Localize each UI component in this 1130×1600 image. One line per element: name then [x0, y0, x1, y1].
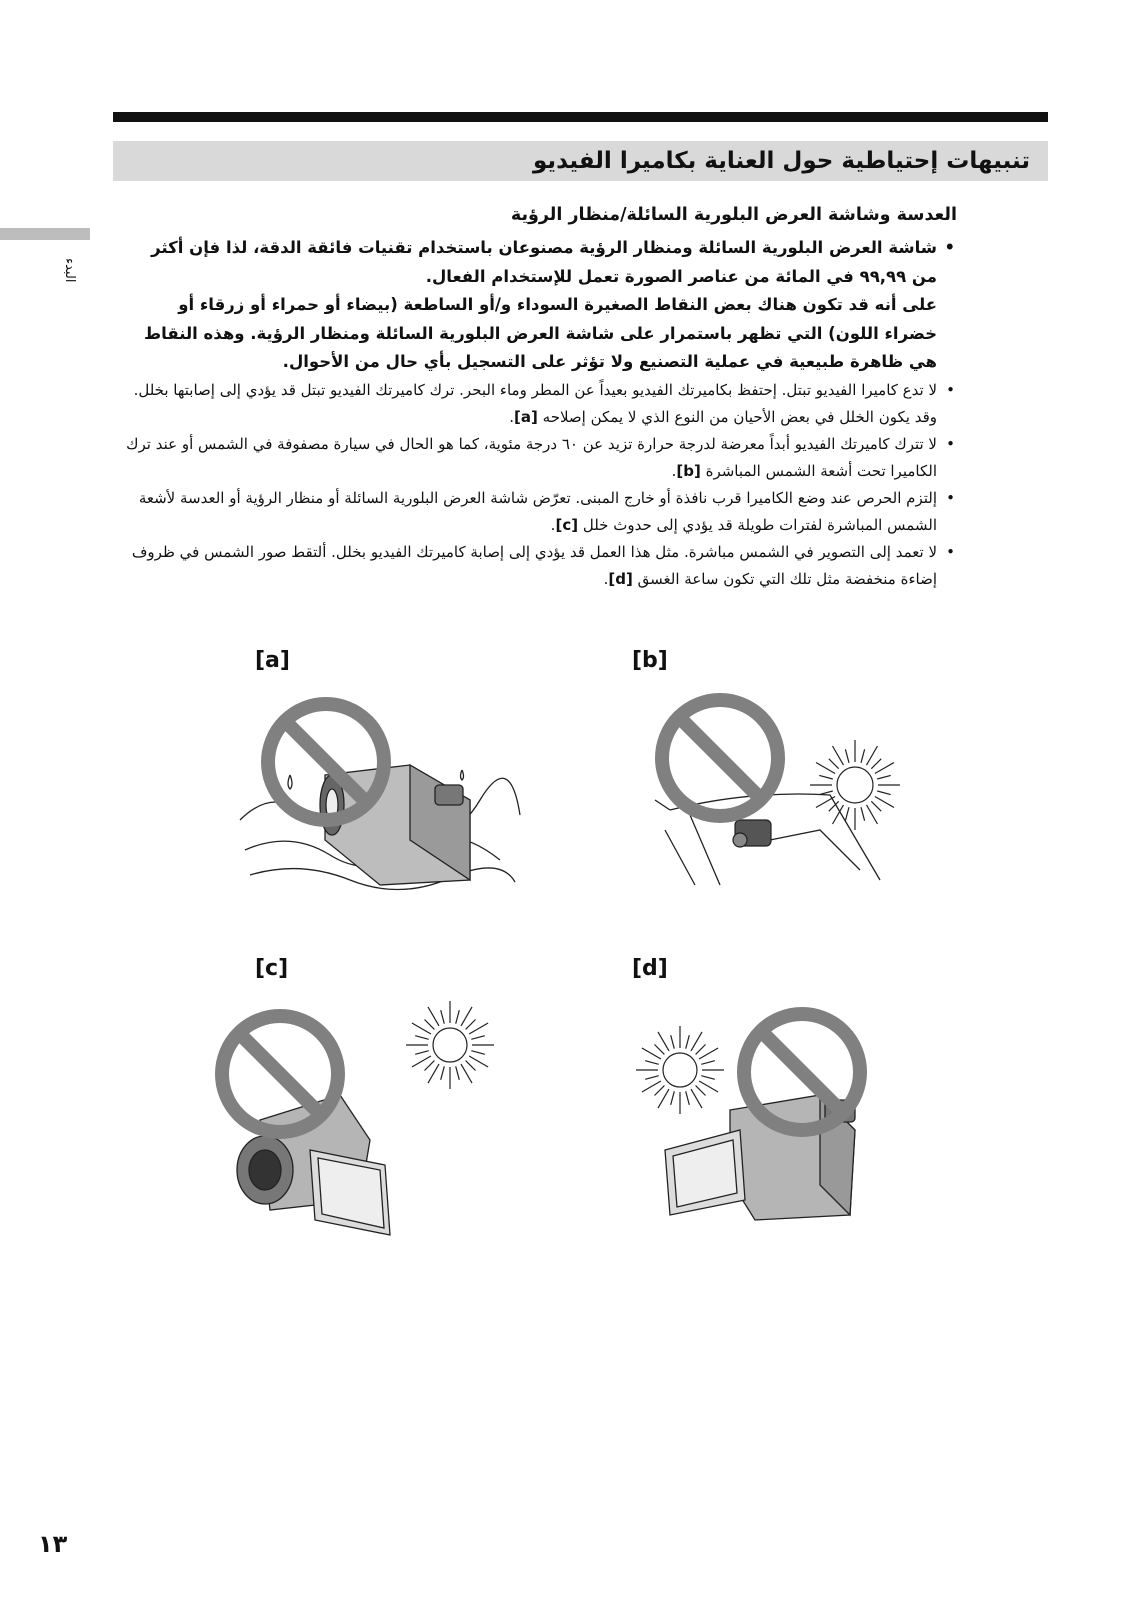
sun-icon: [810, 740, 900, 830]
prohibition-icon: [662, 700, 778, 816]
camcorder-icon: [733, 820, 771, 847]
sun-icon: [636, 1026, 724, 1114]
figure-label-c: [c]: [255, 956, 289, 981]
figure-ref: [c]: [555, 515, 579, 534]
bold-paragraph: على أنه قد تكون هناك بعض النقاط الصغيرة السوداء و/أو الساطعة (بيضاء أو حمراء أو زرقاء أو خضراء اللون) التي تظهر باستمرار على شاشة العرض البلورية السائلة ومنظار الرؤية. وهذه النقاط هي ظاهرة طبيعية في عملية التصنيع ولا تؤثر على التسجيل بأي حال من الأحوال.: [144, 295, 937, 371]
bold-list: [122, 234, 957, 291]
sun-icon: [406, 1001, 494, 1089]
side-tab: [0, 228, 90, 240]
caution-item: • لا تدع كاميرا الفيديو تبتل. إحتفظ بكاميرتك الفيديو بعيداً عن المطر وماء البحر. ترك كاميرتك الفيديو تبتل قد يؤدي إلى إصابتها بخلل. وقد يكون الخلل في بعض الأحيان من النوع الذي لا يمكن إصلاحه [a].: [122, 377, 957, 431]
figure-label-d: [d]: [632, 956, 668, 981]
figure-label-b: [b]: [632, 648, 668, 673]
figure-ref: [b]: [676, 461, 701, 480]
caution-item: • لا تترك كاميرتك الفيديو أبداً معرضة لدرجة حرارة تزيد عن ٦٠ درجة مئوية، كما هو الحال في سيارة مصفوفة في الشمس أو عند ترك الكاميرا تحت أشعة الشمس المباشرة [b].: [122, 431, 957, 485]
figure-label-a: [a]: [255, 648, 290, 673]
figure-d-illustration: [620, 1000, 920, 1240]
figure-ref: [d]: [608, 569, 633, 588]
caution-text: لا تدع كاميرا الفيديو تبتل. إحتفظ بكاميرتك الفيديو بعيداً عن المطر وماء البحر. ترك كاميرتك الفيديو تبتل قد يؤدي إلى إصابتها بخلل. وقد يكون الخلل في بعض الأحيان من النوع الذي لا يمكن إصلاحه: [133, 380, 937, 426]
figure-c-illustration: [210, 1000, 510, 1240]
caution-text: لا تعمد إلى التصوير في الشمس مباشرة. مثل هذا العمل قد يؤدي إلى إصابة كاميرتك الفيديو بخلل. ألتقط صور الشمس في ظروف إضاءة منخفضة مثل تلك التي تكون ساعة الغسق: [131, 542, 937, 588]
bold-bullet: • شاشة العرض البلورية السائلة ومنظار الرؤية مصنوعان باستخدام تقنيات فائقة الدقة، لذا فإن أكثر من ۹۹,۹۹ في المائة من عناصر الصورة تعمل للإستخدام الفعال.: [122, 234, 957, 291]
content: [122, 200, 957, 593]
figure-b-illustration: [650, 690, 940, 900]
top-rule: [113, 112, 1048, 122]
caution-item: • لا تعمد إلى التصوير في الشمس مباشرة. مثل هذا العمل قد يؤدي إلى إصابة كاميرتك الفيديو بخلل. ألتقط صور الشمس في ظروف إضاءة منخفضة مثل تلك التي تكون ساعة الغسق [d].: [122, 539, 957, 593]
section-title-band: [113, 141, 1048, 181]
caution-list: [122, 377, 957, 593]
side-label: البدء: [62, 258, 77, 283]
caution-text: إلتزم الحرص عند وضع الكاميرا قرب نافذة أو خارج المبنى. تعرّض شاشة العرض البلورية السائلة أو منظار الرؤية أو العدسة لأشعة الشمس المباشرة لفترات طويلة قد يؤدي إلى حدوث خلل: [138, 488, 937, 534]
bold-paragraph-wrap: [122, 291, 957, 377]
figure-ref: [a]: [514, 407, 538, 426]
caution-item: • إلتزم الحرص عند وضع الكاميرا قرب نافذة أو خارج المبنى. تعرّض شاشة العرض البلورية السائلة أو منظار الرؤية أو العدسة لأشعة الشمس المباشرة لفترات طويلة قد يؤدي إلى حدوث خلل [c].: [122, 485, 957, 539]
page-number: ۱۳: [38, 1530, 68, 1558]
section-title: تنبيهات إحتياطية حول العناية بكاميرا الفيديو: [533, 148, 1030, 174]
figure-a-illustration: [230, 690, 530, 900]
subheading: العدسة وشاشة العرض البلورية السائلة/منظار الرؤية: [510, 205, 957, 225]
caution-text: لا تترك كاميرتك الفيديو أبداً معرضة لدرجة حرارة تزيد عن ٦٠ درجة مئوية، كما هو الحال في سيارة مصفوفة في الشمس أو عند ترك الكاميرا تحت أشعة الشمس المباشرة: [126, 434, 937, 480]
